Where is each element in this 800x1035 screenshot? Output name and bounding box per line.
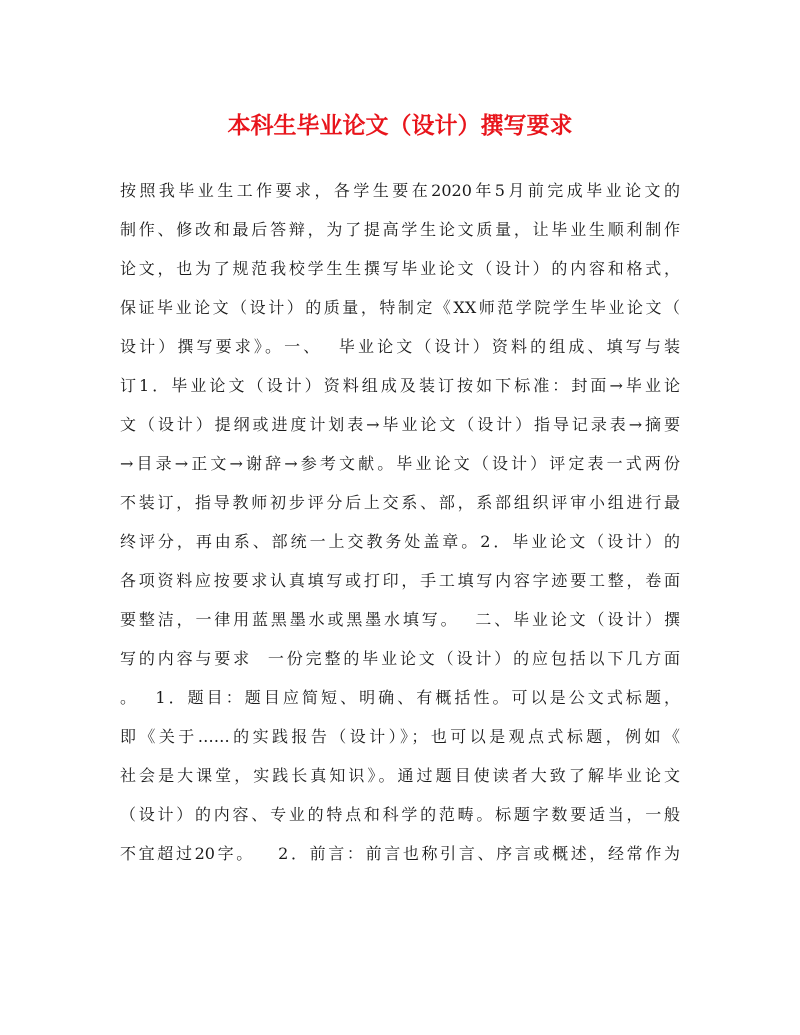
body-line: 各项资料应按要求认真填写或打印，手工填写内容字迹要工整，卷面 <box>120 571 680 590</box>
body-line: 按照我毕业生工作要求，各学生要在2020年5月前完成毕业论文的 <box>120 181 680 200</box>
body-line: 写的内容与要求 一份完整的毕业论文（设计）的应包括以下几方面 <box>120 649 680 668</box>
body-line: （设计）的内容、专业的特点和科学的范畴。标题字数要适当，一般 <box>120 805 680 824</box>
body-line: 。 1．题目：题目应简短、明确、有概括性。可以是公文式标题， <box>120 688 680 707</box>
body-line: 不宜超过20字。 2．前言：前言也称引言、序言或概述，经常作为 <box>120 844 680 863</box>
body-line: 文（设计）提纲或进度计划表→毕业论文（设计）指导记录表→摘要 <box>120 415 680 434</box>
body-line: 设计）撰写要求》。一、 毕业论文（设计）资料的组成、填写与装 <box>120 337 680 356</box>
body-line: 社会是大课堂，实践长真知识》。通过题目使读者大致了解毕业论文 <box>120 766 680 785</box>
document-body <box>120 171 680 873</box>
body-line: 论文，也为了规范我校学生生撰写毕业论文（设计）的内容和格式， <box>120 259 680 278</box>
document-title: 本科生毕业论文（设计）撰写要求 <box>227 112 573 139</box>
body-line: 制作、修改和最后答辩，为了提高学生论文质量，让毕业生顺利制作 <box>120 220 680 239</box>
body-line: 要整洁，一律用蓝黑墨水或黑墨水填写。 二、毕业论文（设计）撰 <box>120 610 680 629</box>
body-line: 终评分，再由系、部统一上交教务处盖章。2．毕业论文（设计）的 <box>120 532 680 551</box>
body-line: 不装订，指导教师初步评分后上交系、部，系部组织评审小组进行最 <box>120 493 680 512</box>
body-line: →目录→正文→谢辞→参考文献。毕业论文（设计）评定表一式两份 <box>120 454 680 473</box>
body-line: 即《关于……的实践报告（设计）》；也可以是观点式标题，例如《 <box>120 727 680 746</box>
body-line: 保证毕业论文（设计）的质量，特制定《XX师范学院学生毕业论文（ <box>120 298 680 317</box>
body-line: 订1．毕业论文（设计）资料组成及装订按如下标准：封面→毕业论 <box>120 376 680 395</box>
